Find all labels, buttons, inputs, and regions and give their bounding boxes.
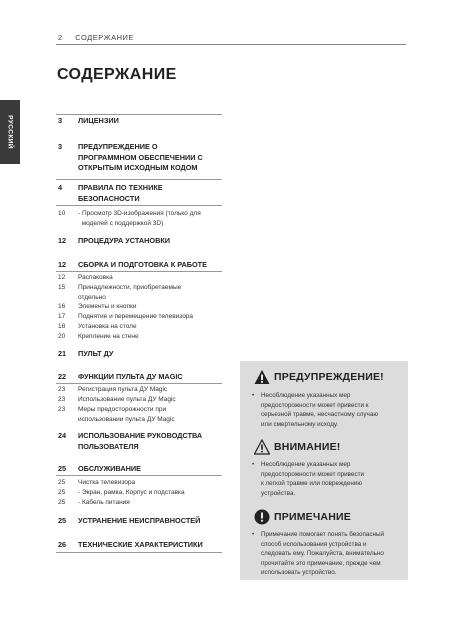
toc-entry-title: ОТКРЫТЫМ ИСХОДНЫМ КОДОМ <box>78 163 198 172</box>
toc-subentry-title: - Кабель питания <box>78 499 130 506</box>
toc-subentry-title: использовании пульта ДУ Magic <box>78 415 175 423</box>
page-title: СОДЕРЖАНИЕ <box>57 66 177 83</box>
toc-entry-page: 25 <box>58 516 67 525</box>
toc-rule <box>56 179 222 180</box>
toc-subentry-title: Принадлежности, приобретаемые <box>78 284 182 291</box>
toc-subentry-title: Поднятие и перемещение телевизора <box>78 313 194 320</box>
note-exclamation-icon <box>254 509 270 525</box>
toc-subentry-title: Меры предосторожности при <box>78 406 167 413</box>
toc-subentry-title: Элементы и кнопки <box>78 303 137 310</box>
toc-subentry-page: 16 <box>58 303 66 310</box>
warning-triangle-icon <box>254 369 270 385</box>
caution-heading <box>254 439 340 455</box>
toc-entry-title: ПРОЦЕДУРА УСТАНОВКИ <box>78 236 171 245</box>
toc-entry-page: 26 <box>58 540 67 549</box>
toc-subentry-page: 25 <box>58 489 66 496</box>
toc-entry-title: ПРЕДУПРЕЖДЕНИЕ О <box>78 142 158 151</box>
toc-subentry-page: 18 <box>58 323 66 330</box>
toc-entry-title: ПРАВИЛА ПО ТЕХНИКЕ <box>78 183 163 192</box>
warning-label: ПРЕДУПРЕЖДЕНИЕ! <box>274 371 384 383</box>
toc-subentry-title: - Просмотр 3D-изображения (только для <box>78 210 201 217</box>
language-tab-label: РУССКИЙ <box>6 115 14 149</box>
toc-entry-title: СБОРКА И ПОДГОТОВКА К РАБОТЕ <box>78 260 208 269</box>
toc-subentry-page: 23 <box>58 396 66 403</box>
toc-entry-page: 12 <box>58 236 67 245</box>
toc-entry-title: ЛИЦЕНЗИИ <box>78 116 119 125</box>
toc-rule <box>56 205 222 206</box>
toc-subentry-title: Распаковка <box>78 274 113 281</box>
toc-entry-title: ФУНКЦИИ ПУЛЬТА ДУ MAGIC <box>78 372 183 381</box>
toc-entry-title: ОБСЛУЖИВАНИЕ <box>78 464 141 473</box>
toc-rule <box>56 475 222 476</box>
language-tab <box>0 100 20 164</box>
warning-heading <box>254 369 384 385</box>
toc-subentry-page: 15 <box>58 284 66 291</box>
toc-entry-page: 3 <box>58 116 63 125</box>
toc-rule <box>56 271 222 272</box>
safety-notes-panel: ПРЕДУПРЕЖДЕНИЕ! • Несоблюдение указанных мер предосторожности может привести к серьезной травме, несчастному случаю или смертельному исходу. ВНИМАНИЕ! • Несоблюдение указанных мер предосторожности может привести к легкой травме или повреждению устройства. ПРИМЕЧАНИЕ • Примечание помогает понять безопасный способ использования устройства и следовать ему. Пожалуйста, внимательно прочитайте это примечание, прежде чем использовать устройство. <box>240 361 408 580</box>
toc-subentry-page: 23 <box>58 386 66 393</box>
toc-entry-title: ТЕХНИЧЕСКИЕ ХАРАКТЕРИСТИКИ <box>78 540 203 549</box>
running-header <box>58 33 134 42</box>
toc-entry-page: 22 <box>58 372 67 381</box>
toc-subentry-title: Установка на столе <box>78 323 137 330</box>
toc-subentry-title: - Экран, рамка, Корпус и подставка <box>78 489 185 496</box>
toc-entry-page: 24 <box>58 431 67 440</box>
toc-subentry-page: 25 <box>58 479 66 486</box>
toc-entry-page: 12 <box>58 260 67 269</box>
toc-subentry-page: 20 <box>58 333 66 340</box>
caution-label: ВНИМАНИЕ! <box>274 441 341 453</box>
toc-rule <box>56 383 222 384</box>
toc-subentry-page: 12 <box>58 274 66 281</box>
toc-entry-title: ПОЛЬЗОВАТЕЛЯ <box>78 441 139 451</box>
toc-subentry-title: Чистка телевизора <box>78 479 136 486</box>
toc-subentry-title: отдельно <box>78 293 106 301</box>
header-section: СОДЕРЖАНИЕ <box>75 33 134 42</box>
toc-subentry-page: 25 <box>58 499 66 506</box>
toc-subentry-title: Использование пульта ДУ Magic <box>78 396 176 403</box>
toc-entry-title: УСТРАНЕНИЕ НЕИСПРАВНОСТЕЙ <box>78 516 201 525</box>
toc-entry-title: БЕЗОПАСНОСТИ <box>78 193 140 203</box>
toc-entry-title: ПУЛЬТ ДУ <box>78 349 114 358</box>
toc-entry-page: 4 <box>58 183 63 192</box>
toc-subentry-title: моделей с поддержкой 3D) <box>78 219 164 227</box>
page-number: 2 <box>58 33 63 42</box>
toc-entry-page: 21 <box>58 349 67 358</box>
note-heading <box>254 509 351 525</box>
toc-entry-page: 25 <box>58 464 67 473</box>
toc-subentry-page: 23 <box>58 406 66 413</box>
toc-rule <box>56 114 222 115</box>
toc-subentry-title: Регистрация пульта ДУ Magic <box>78 386 168 393</box>
caution-triangle-icon <box>254 439 270 455</box>
toc-entry-page: 3 <box>58 142 63 151</box>
header-rule <box>56 44 406 45</box>
toc-subentry-page: 10 <box>58 210 66 217</box>
toc-subentry-title: Крепление на стене <box>78 333 139 340</box>
toc-rule <box>56 552 222 553</box>
note-label: ПРИМЕЧАНИЕ <box>274 511 351 523</box>
toc-entry-title: ИСПОЛЬЗОВАНИЕ РУКОВОДСТВА <box>78 431 203 440</box>
toc-entry-title: ПРОГРАММНОМ ОБЕСПЕЧЕНИИ С <box>78 152 203 162</box>
toc-subentry-page: 17 <box>58 313 66 320</box>
